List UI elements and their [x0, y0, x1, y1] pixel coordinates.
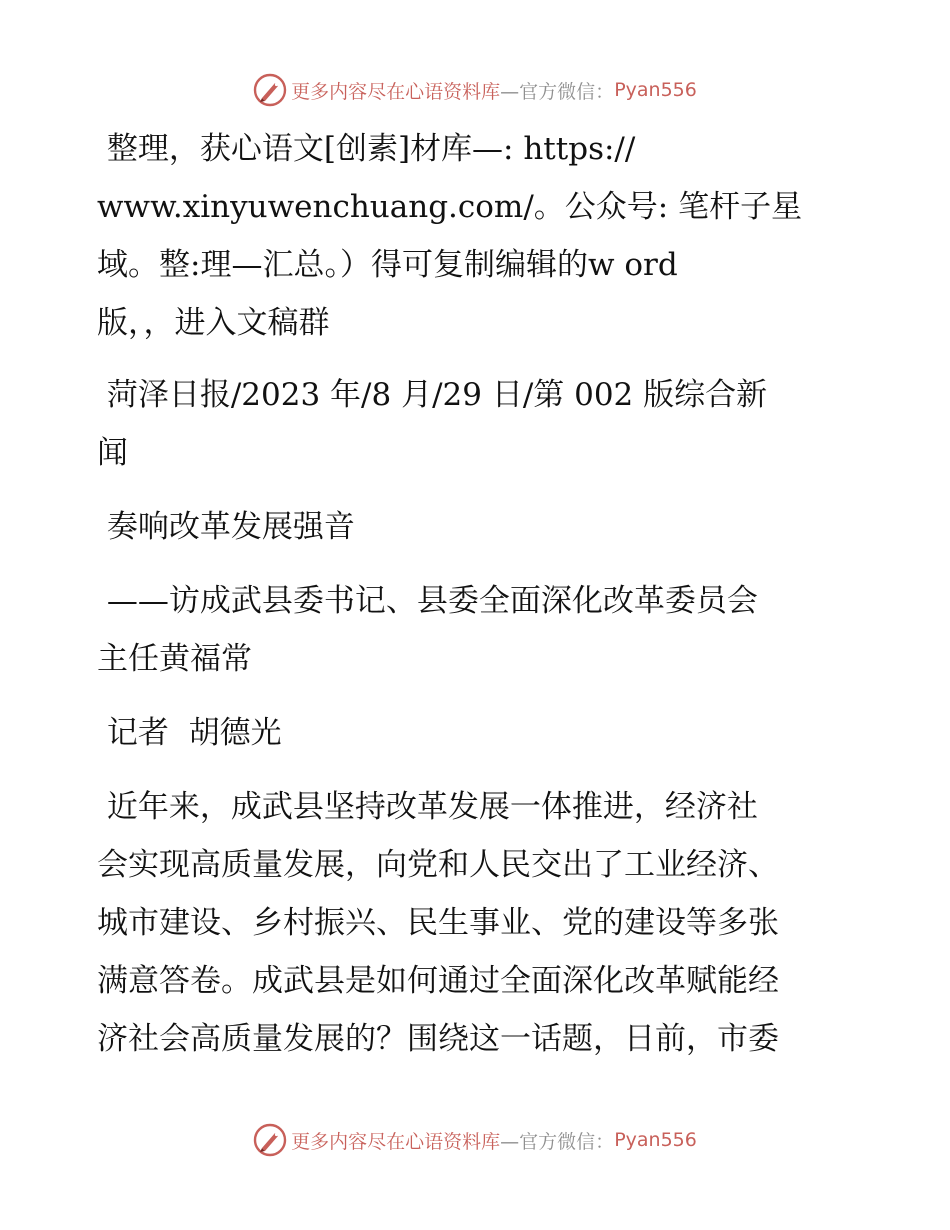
- body-paragraph: 近年来，成武县坚持改革发展一体推进，经济社 会实现高质量发展，向党和人民交出了工业经济、 城市建设、乡村振兴、民生事业、党的建设等多张 满意答卷。成武县是如何通过全面深化改革赋能经 济社会高质量发展的？围绕这一话题，日前，市委: [97, 789, 779, 1057]
- pen-logo-icon: [253, 1123, 287, 1157]
- footer-watermark-banner: [0, 1120, 950, 1160]
- article-title: 奏响改革发展强音: [97, 509, 355, 545]
- article-content: [97, 120, 857, 1084]
- article-subtitle: ——访成武县委书记、县委全面深化改革委员会 主任黄福常: [97, 583, 758, 677]
- banner-wechat-id: Pyan556: [614, 1129, 697, 1151]
- header-watermark-banner: [0, 70, 950, 110]
- pen-logo-icon: [253, 73, 287, 107]
- banner-sub-text: —官方微信：: [500, 1130, 615, 1153]
- intro-paragraph: 整理，获心语文[创素]材库—: https:// www.xinyuwenchuang.com/。公众号: 笔杆子星 域。整:理—汇总。）得可复制编辑的w ord 版，，进入文稿群: [97, 131, 803, 341]
- banner-main-text: 更多内容尽在心语资料库: [291, 1130, 501, 1153]
- banner-wechat-id: Pyan556: [614, 79, 697, 101]
- banner-sub-text: —官方微信：: [500, 80, 615, 103]
- banner-main-text: 更多内容尽在心语资料库: [291, 80, 501, 103]
- source-line: 菏泽日报/2023 年/8 月/29 日/第 002 版综合新 闻: [97, 377, 768, 471]
- byline: 记者 胡德光: [97, 715, 282, 751]
